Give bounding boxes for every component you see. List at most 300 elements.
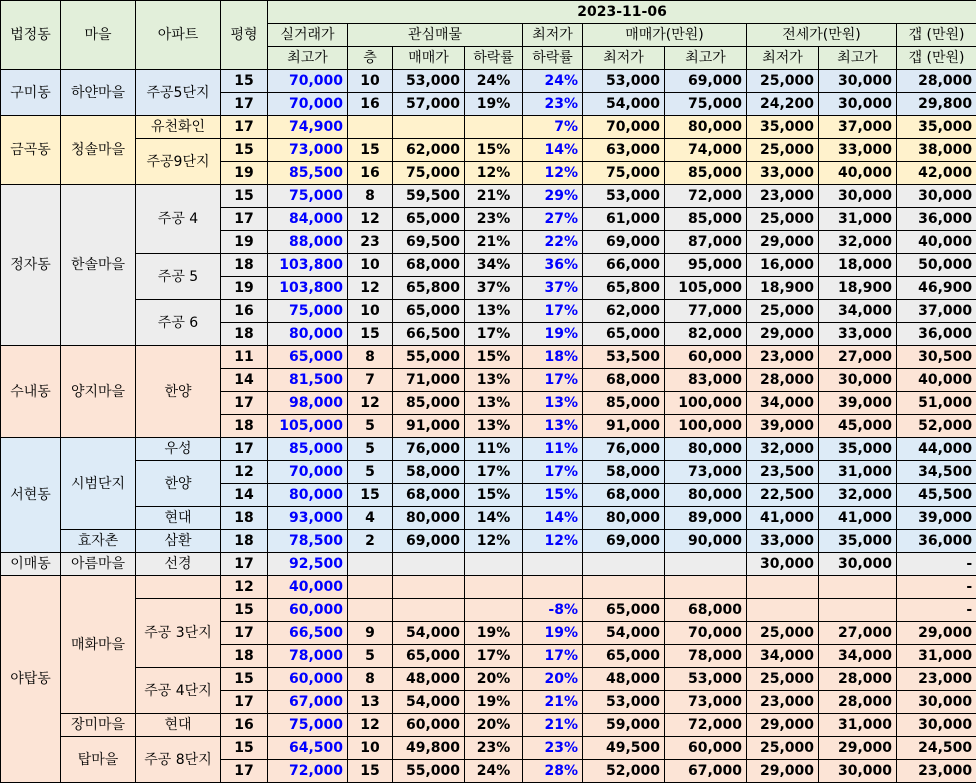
cell-p: 17	[221, 691, 268, 714]
cell-fl: 10	[348, 70, 393, 93]
cell-pr: 69,000	[393, 530, 465, 553]
cell-jmin: 18,900	[747, 277, 819, 300]
cell-mr: 12%	[523, 162, 583, 185]
cell-mr: 37%	[523, 277, 583, 300]
cell-gap: 40,000	[897, 369, 976, 392]
cell-fl: 23	[348, 231, 393, 254]
cell-smin: 53,000	[583, 691, 665, 714]
cell-smax: 68,000	[665, 599, 747, 622]
table-row	[1, 461, 976, 484]
cell-jmin: 25,000	[747, 300, 819, 323]
cell-jmax: 29,000	[819, 737, 897, 760]
cell-smax: 60,000	[665, 737, 747, 760]
cell-jmax: 33,000	[819, 323, 897, 346]
cell-hi: 80,000	[268, 323, 348, 346]
header-village: 마을	[61, 1, 136, 70]
cell-smin: 48,000	[583, 668, 665, 691]
cell-jmax	[819, 576, 897, 599]
cell-mr: 12%	[523, 530, 583, 553]
cell-gap: 44,000	[897, 438, 976, 461]
cell-smax: 95,000	[665, 254, 747, 277]
table-row	[1, 300, 976, 323]
cell-mr: 21%	[523, 714, 583, 737]
cell-p: 19	[221, 231, 268, 254]
cell-fl: 12	[348, 277, 393, 300]
cell-p: 18	[221, 323, 268, 346]
cell-pr: 76,000	[393, 438, 465, 461]
cell-pr: 62,000	[393, 139, 465, 162]
cell-jmax: 35,000	[819, 530, 897, 553]
cell-fl: 4	[348, 507, 393, 530]
cell-mr: 24%	[523, 70, 583, 93]
cell-jmax: 37,000	[819, 116, 897, 139]
cell-dr	[465, 576, 523, 599]
cell-fl: 15	[348, 139, 393, 162]
cell-smax: 85,000	[665, 208, 747, 231]
cell-dong: 수내동	[1, 346, 61, 438]
cell-smax: 77,000	[665, 300, 747, 323]
cell-jmin: 34,000	[747, 392, 819, 415]
cell-pr: 57,000	[393, 93, 465, 116]
cell-p: 12	[221, 576, 268, 599]
cell-p: 17	[221, 93, 268, 116]
cell-jmax	[819, 599, 897, 622]
cell-smin: 69,000	[583, 231, 665, 254]
header-date: 2023-11-06	[268, 1, 976, 24]
header-actual-bottom: 최고가	[268, 47, 348, 70]
cell-p: 16	[221, 300, 268, 323]
cell-pr: 85,000	[393, 392, 465, 415]
cell-fl: 12	[348, 714, 393, 737]
cell-smin: 68,000	[583, 369, 665, 392]
cell-smax: 75,000	[665, 93, 747, 116]
cell-p: 12	[221, 461, 268, 484]
cell-fl: 7	[348, 369, 393, 392]
cell-village: 효자촌	[61, 530, 136, 553]
cell-gap: 36,000	[897, 208, 976, 231]
cell-jmin: 23,000	[747, 691, 819, 714]
cell-jmax: 31,000	[819, 461, 897, 484]
cell-hi: 78,000	[268, 645, 348, 668]
cell-gap: 36,000	[897, 323, 976, 346]
cell-fl: 15	[348, 323, 393, 346]
cell-pr: 69,500	[393, 231, 465, 254]
cell-jmax: 30,000	[819, 553, 897, 576]
cell-hi: 70,000	[268, 93, 348, 116]
cell-apt: 우성	[136, 438, 221, 461]
cell-jmin: 33,000	[747, 530, 819, 553]
table-row	[1, 185, 976, 208]
cell-jmin: 23,500	[747, 461, 819, 484]
cell-jmax: 27,000	[819, 346, 897, 369]
cell-hi: 92,500	[268, 553, 348, 576]
cell-smax: 53,000	[665, 668, 747, 691]
cell-smin: 63,000	[583, 139, 665, 162]
table-row	[1, 507, 976, 530]
cell-jmin: 25,000	[747, 139, 819, 162]
cell-jmax: 18,900	[819, 277, 897, 300]
table-row	[1, 737, 976, 760]
cell-dr: 20%	[465, 714, 523, 737]
cell-dong: 야탑동	[1, 576, 61, 783]
cell-dr: 21%	[465, 185, 523, 208]
cell-fl	[348, 576, 393, 599]
cell-p: 17	[221, 553, 268, 576]
cell-dong: 정자동	[1, 185, 61, 346]
cell-dr	[465, 116, 523, 139]
cell-smax: 73,000	[665, 461, 747, 484]
cell-p: 19	[221, 162, 268, 185]
table-row	[1, 346, 976, 369]
cell-fl: 5	[348, 645, 393, 668]
cell-smax: 100,000	[665, 415, 747, 438]
cell-dr: 19%	[465, 691, 523, 714]
cell-smin: 53,000	[583, 70, 665, 93]
cell-gap: 46,900	[897, 277, 976, 300]
cell-gap: 37,000	[897, 300, 976, 323]
cell-jmax: 40,000	[819, 162, 897, 185]
cell-fl: 9	[348, 622, 393, 645]
cell-jmin: 41,000	[747, 507, 819, 530]
cell-pr: 65,800	[393, 277, 465, 300]
cell-smin: 70,000	[583, 116, 665, 139]
table-row	[1, 553, 976, 576]
cell-smax: 70,000	[665, 622, 747, 645]
cell-jmin: 29,000	[747, 714, 819, 737]
cell-village: 청솔마을	[61, 116, 136, 185]
cell-pr: 48,000	[393, 668, 465, 691]
cell-gap: 35,000	[897, 116, 976, 139]
header-jeonse-max: 최고가	[819, 47, 897, 70]
cell-smin: 49,500	[583, 737, 665, 760]
cell-pr: 68,000	[393, 484, 465, 507]
cell-jmin: 25,000	[747, 208, 819, 231]
cell-mr: 23%	[523, 93, 583, 116]
cell-hi: 88,000	[268, 231, 348, 254]
header-sale-max: 최고가	[665, 47, 747, 70]
cell-gap: 30,000	[897, 714, 976, 737]
cell-pr: 66,500	[393, 323, 465, 346]
cell-smin: 80,000	[583, 507, 665, 530]
cell-village: 아름마을	[61, 553, 136, 576]
cell-smax: 85,000	[665, 162, 747, 185]
cell-smax: 83,000	[665, 369, 747, 392]
cell-p: 15	[221, 185, 268, 208]
cell-apt: 삼환	[136, 530, 221, 553]
cell-smin: 58,000	[583, 461, 665, 484]
cell-gap: 51,000	[897, 392, 976, 415]
cell-fl: 8	[348, 668, 393, 691]
cell-jmax: 28,000	[819, 668, 897, 691]
cell-p: 19	[221, 277, 268, 300]
cell-jmax: 34,000	[819, 645, 897, 668]
cell-jmin	[747, 576, 819, 599]
cell-jmin: 25,000	[747, 668, 819, 691]
cell-village: 양지마을	[61, 346, 136, 438]
table-row	[1, 576, 976, 599]
cell-mr: 29%	[523, 185, 583, 208]
cell-gap: 30,000	[897, 691, 976, 714]
table-row	[1, 668, 976, 691]
cell-smax: 80,000	[665, 438, 747, 461]
cell-smin: 75,000	[583, 162, 665, 185]
cell-pr	[393, 599, 465, 622]
cell-mr: 22%	[523, 231, 583, 254]
cell-smax: 87,000	[665, 231, 747, 254]
table-row	[1, 714, 976, 737]
cell-gap: 29,800	[897, 93, 976, 116]
cell-dr: 19%	[465, 622, 523, 645]
cell-hi: 74,900	[268, 116, 348, 139]
cell-gap: 50,000	[897, 254, 976, 277]
cell-p: 18	[221, 415, 268, 438]
cell-p: 17	[221, 208, 268, 231]
cell-hi: 80,000	[268, 484, 348, 507]
header-actual-top: 실거래가	[268, 24, 348, 47]
cell-apt	[136, 576, 221, 599]
cell-mr	[523, 576, 583, 599]
cell-hi: 75,000	[268, 300, 348, 323]
cell-gap: 30,000	[897, 185, 976, 208]
cell-mr: 17%	[523, 369, 583, 392]
cell-gap: 30,500	[897, 346, 976, 369]
cell-mr: 18%	[523, 346, 583, 369]
cell-pr: 53,000	[393, 70, 465, 93]
cell-mr: 14%	[523, 139, 583, 162]
cell-mr: 27%	[523, 208, 583, 231]
cell-dr: 15%	[465, 346, 523, 369]
cell-smin: 62,000	[583, 300, 665, 323]
cell-fl: 5	[348, 415, 393, 438]
cell-jmax: 27,000	[819, 622, 897, 645]
cell-mr: 14%	[523, 507, 583, 530]
cell-dr: 17%	[465, 645, 523, 668]
header-sale-min: 최저가	[583, 47, 665, 70]
cell-p: 17	[221, 116, 268, 139]
cell-smax	[665, 553, 747, 576]
cell-jmax: 31,000	[819, 208, 897, 231]
cell-smax: 90,000	[665, 530, 747, 553]
cell-apt: 유천화인	[136, 116, 221, 139]
cell-hi: 67,000	[268, 691, 348, 714]
cell-hi: 40,000	[268, 576, 348, 599]
cell-mr: 19%	[523, 622, 583, 645]
cell-hi: 75,000	[268, 185, 348, 208]
header-pyeong: 평형	[221, 1, 268, 70]
cell-p: 15	[221, 737, 268, 760]
cell-pr	[393, 553, 465, 576]
cell-jmin: 24,200	[747, 93, 819, 116]
cell-mr: 13%	[523, 415, 583, 438]
cell-apt: 주공 5	[136, 254, 221, 300]
cell-smax	[665, 576, 747, 599]
header-sale-range: 매매가(만원)	[583, 24, 747, 47]
cell-p: 17	[221, 392, 268, 415]
cell-p: 17	[221, 438, 268, 461]
table-row	[1, 599, 976, 622]
cell-apt: 주공 4단지	[136, 668, 221, 714]
header-dong: 법정동	[1, 1, 61, 70]
cell-smax: 72,000	[665, 185, 747, 208]
cell-fl: 8	[348, 346, 393, 369]
cell-smin: 69,000	[583, 530, 665, 553]
cell-pr: 55,000	[393, 760, 465, 783]
cell-gap: 42,000	[897, 162, 976, 185]
cell-p: 15	[221, 599, 268, 622]
cell-dr: 13%	[465, 300, 523, 323]
cell-smax: 82,000	[665, 323, 747, 346]
cell-smax: 89,000	[665, 507, 747, 530]
cell-smax: 105,000	[665, 277, 747, 300]
table-row	[1, 438, 976, 461]
cell-fl: 16	[348, 93, 393, 116]
cell-smin: 68,000	[583, 484, 665, 507]
cell-mr: 21%	[523, 691, 583, 714]
cell-smax: 74,000	[665, 139, 747, 162]
cell-smin: 59,000	[583, 714, 665, 737]
cell-apt: 선경	[136, 553, 221, 576]
cell-dr	[465, 599, 523, 622]
cell-jmin: 30,000	[747, 553, 819, 576]
cell-hi: 85,500	[268, 162, 348, 185]
cell-hi: 64,500	[268, 737, 348, 760]
cell-jmin: 28,000	[747, 369, 819, 392]
header-apt: 아파트	[136, 1, 221, 70]
cell-dr: 24%	[465, 760, 523, 783]
cell-mr: 17%	[523, 300, 583, 323]
cell-jmax: 30,000	[819, 760, 897, 783]
header-floor: 층	[348, 47, 393, 70]
cell-gap: 34,500	[897, 461, 976, 484]
cell-hi: 105,000	[268, 415, 348, 438]
cell-fl: 5	[348, 461, 393, 484]
cell-jmax: 39,000	[819, 392, 897, 415]
cell-dr: 17%	[465, 323, 523, 346]
cell-p: 18	[221, 507, 268, 530]
cell-jmin: 33,000	[747, 162, 819, 185]
header-sale-price: 매매가	[393, 47, 465, 70]
cell-smin: 54,000	[583, 622, 665, 645]
cell-jmin: 29,000	[747, 231, 819, 254]
cell-pr: 54,000	[393, 691, 465, 714]
cell-smin	[583, 553, 665, 576]
cell-pr	[393, 576, 465, 599]
cell-apt: 주공 6	[136, 300, 221, 346]
cell-gap: -	[897, 599, 976, 622]
cell-mr	[523, 553, 583, 576]
table-row	[1, 254, 976, 277]
cell-fl: 12	[348, 208, 393, 231]
cell-smax: 72,000	[665, 714, 747, 737]
cell-p: 16	[221, 714, 268, 737]
cell-mr: 36%	[523, 254, 583, 277]
cell-dr: 12%	[465, 162, 523, 185]
cell-p: 15	[221, 668, 268, 691]
cell-mr: 13%	[523, 392, 583, 415]
cell-village: 시범단지	[61, 438, 136, 530]
cell-pr: 58,000	[393, 461, 465, 484]
cell-smin: 85,000	[583, 392, 665, 415]
cell-p: 17	[221, 760, 268, 783]
cell-jmin: 34,000	[747, 645, 819, 668]
cell-fl: 13	[348, 691, 393, 714]
cell-pr: 75,000	[393, 162, 465, 185]
cell-p: 14	[221, 484, 268, 507]
cell-p: 15	[221, 139, 268, 162]
cell-gap: 31,000	[897, 645, 976, 668]
cell-gap: 39,000	[897, 507, 976, 530]
cell-apt: 주공 3단지	[136, 599, 221, 668]
header-row-1	[1, 1, 976, 24]
cell-jmax: 28,000	[819, 691, 897, 714]
cell-p: 11	[221, 346, 268, 369]
cell-hi: 72,000	[268, 760, 348, 783]
cell-jmax: 32,000	[819, 231, 897, 254]
cell-mr: 23%	[523, 737, 583, 760]
cell-pr: 55,000	[393, 346, 465, 369]
cell-smax: 73,000	[665, 691, 747, 714]
cell-gap: 28,000	[897, 70, 976, 93]
cell-smax: 60,000	[665, 346, 747, 369]
cell-gap: 29,000	[897, 622, 976, 645]
cell-smax: 69,000	[665, 70, 747, 93]
cell-smin: 65,800	[583, 277, 665, 300]
cell-mr: 19%	[523, 323, 583, 346]
cell-apt: 한양	[136, 346, 221, 438]
cell-dr: 13%	[465, 369, 523, 392]
cell-p: 18	[221, 254, 268, 277]
cell-dr: 11%	[465, 438, 523, 461]
cell-mr: 28%	[523, 760, 583, 783]
header-min-top: 최저가	[523, 24, 583, 47]
cell-gap: 23,000	[897, 668, 976, 691]
table-row	[1, 116, 976, 139]
cell-fl: 2	[348, 530, 393, 553]
cell-hi: 84,000	[268, 208, 348, 231]
cell-gap: 40,000	[897, 231, 976, 254]
cell-smax: 78,000	[665, 645, 747, 668]
cell-jmin: 29,000	[747, 760, 819, 783]
cell-pr: 54,000	[393, 622, 465, 645]
cell-village: 탑마을	[61, 737, 136, 783]
cell-jmax: 30,000	[819, 185, 897, 208]
cell-pr: 65,000	[393, 645, 465, 668]
cell-fl	[348, 553, 393, 576]
cell-gap: 45,500	[897, 484, 976, 507]
cell-gap: 52,000	[897, 415, 976, 438]
cell-jmax: 45,000	[819, 415, 897, 438]
cell-jmin: 16,000	[747, 254, 819, 277]
cell-jmin: 39,000	[747, 415, 819, 438]
cell-apt: 주공9단지	[136, 139, 221, 185]
cell-gap: 38,000	[897, 139, 976, 162]
cell-jmax: 30,000	[819, 93, 897, 116]
cell-dr: 20%	[465, 668, 523, 691]
cell-smax: 67,000	[665, 760, 747, 783]
cell-hi: 103,800	[268, 254, 348, 277]
cell-fl: 10	[348, 254, 393, 277]
cell-p: 15	[221, 70, 268, 93]
cell-dr: 19%	[465, 93, 523, 116]
cell-jmax: 30,000	[819, 70, 897, 93]
cell-dr: 24%	[465, 70, 523, 93]
header-jeonse-min: 최저가	[747, 47, 819, 70]
cell-mr: 20%	[523, 668, 583, 691]
cell-smin: 54,000	[583, 93, 665, 116]
cell-dr: 13%	[465, 392, 523, 415]
cell-pr: 49,800	[393, 737, 465, 760]
cell-dr: 23%	[465, 737, 523, 760]
